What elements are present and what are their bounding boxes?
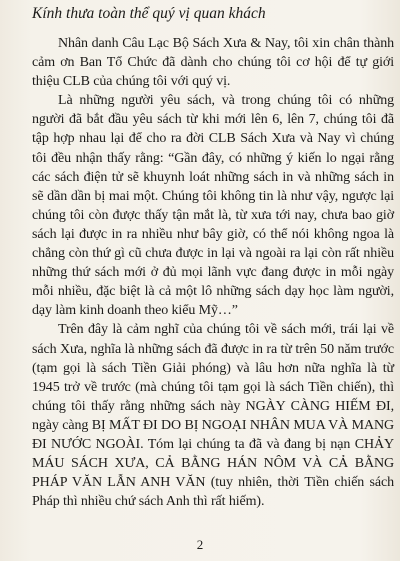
page-number: 2	[196, 537, 204, 552]
paragraph-intro: Nhân danh Câu Lạc Bộ Sách Xưa & Nay, tôi xin chân thành cảm ơn Ban Tổ Chức đã dành cho chúng tôi cơ hội để tự giới thiệu CLB của chúng tôi với quý vị.	[32, 36, 394, 90]
paragraph-club-origin: Là những người yêu sách, và trong chúng tôi có những người đã bắt đầu yêu sách từ khi mới lên 6, lên 7, chúng tôi đã tập hợp nhau lại để cho ra đời CLB Sách Xưa và Nay vì chúng tôi đều nhận thấy rằng: “Gần đây, có những ý kiến lo ngại rằng các sách điện tử sẽ khuynh loát những sách in và những sách in sẽ dần dần bị mai một. Chúng tôi không tin là như vậy, ngược lại chúng tôi còn được thấy tận mắt là, từ xưa tới nay, chưa bao giờ sách lại được in ra nhiều như bây giờ, có thể nói không ngoa là chẳng còn thứ gì cũ chưa được in lại và ngoài ra lại còn rất nhiều những thứ sách mới ở đủ mọi lãnh vực đang được in mỗi ngày mỗi nhiều, đặc biệt là cả một lô những sách dạy học làm người, dạy làm kinh doanh theo kiểu Mỹ…”	[32, 93, 394, 319]
greeting-heading: Kính thưa toàn thể quý vị quan khách	[32, 5, 266, 22]
body-text	[32, 34, 394, 511]
paragraph-old-books: Trên đây là cảm nghĩ của chúng tôi về sách mới, trái lại về sách Xưa, nghĩa là những sách đã được in ra từ trên 50 năm trước (tạm gọi là sách Tiền Giải phóng) và lâu hơn nữa nghĩa là từ 1945 trở về trước (mà chúng tôi tạm gọi là sách Tiền chiến), thì chúng tôi thấy rằng những sách này NGÀY CÀNG HIẾM ĐI, ngày càng BỊ MẤT ĐI DO BỊ NGOẠI NHÂN MUA VÀ MANG ĐI NƯỚC NGOÀI. Tóm lại chúng ta đã và đang bị nạn CHẢY MÁU SÁCH XƯA, CẢ BẰNG HÁN NÔM VÀ CẢ BẰNG PHÁP VĂN LẪN ANH VĂN (tuy nhiên, thời Tiền chiến sách Pháp thì nhiều chứ sách Anh thì rất hiếm).	[32, 322, 394, 510]
